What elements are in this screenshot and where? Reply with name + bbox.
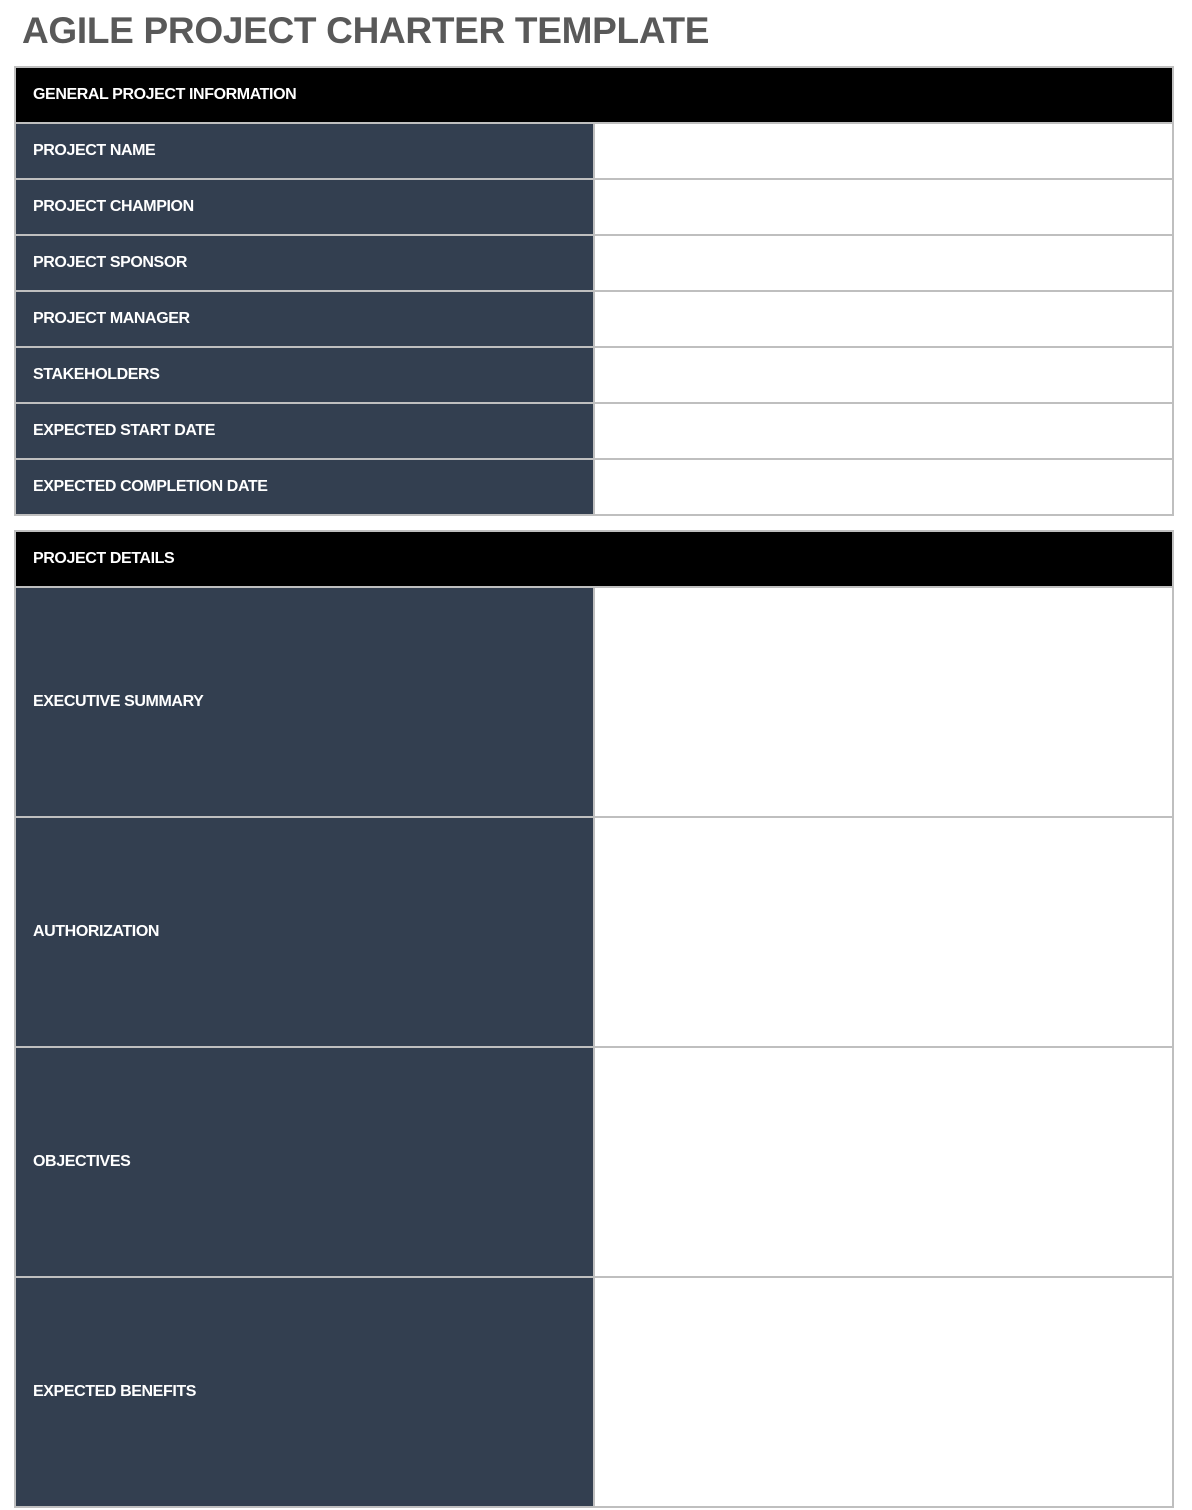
table-row (15, 587, 1173, 817)
table-row (15, 459, 1173, 515)
executive-summary-label: EXECUTIVE SUMMARY (15, 587, 594, 817)
project-sponsor-field[interactable] (594, 235, 1173, 291)
table-row (15, 123, 1173, 179)
table-row (15, 1277, 1173, 1507)
expected-benefits-label: EXPECTED BENEFITS (15, 1277, 594, 1507)
project-champion-label: PROJECT CHAMPION (15, 179, 594, 235)
page-title: AGILE PROJECT CHARTER TEMPLATE (22, 10, 710, 51)
expected-benefits-field[interactable] (594, 1277, 1173, 1507)
table-row (15, 403, 1173, 459)
objectives-field[interactable] (594, 1047, 1173, 1277)
executive-summary-field[interactable] (594, 587, 1173, 817)
table-row (15, 291, 1173, 347)
project-name-label: PROJECT NAME (15, 123, 594, 179)
expected-start-date-field[interactable] (594, 403, 1173, 459)
table-row (15, 179, 1173, 235)
stakeholders-label: STAKEHOLDERS (15, 347, 594, 403)
objectives-label: OBJECTIVES (15, 1047, 594, 1277)
project-name-field[interactable] (594, 123, 1173, 179)
section-header-details-label: PROJECT DETAILS (15, 531, 1173, 587)
authorization-field[interactable] (594, 817, 1173, 1047)
project-details-table (14, 530, 1174, 1508)
table-row (15, 347, 1173, 403)
expected-start-date-label: EXPECTED START DATE (15, 403, 594, 459)
table-row (15, 1047, 1173, 1277)
table-row (15, 235, 1173, 291)
section-header-details (15, 531, 1173, 587)
stakeholders-field[interactable] (594, 347, 1173, 403)
general-project-information-table (14, 66, 1174, 516)
project-sponsor-label: PROJECT SPONSOR (15, 235, 594, 291)
project-manager-label: PROJECT MANAGER (15, 291, 594, 347)
section-header-general (15, 67, 1173, 123)
project-manager-field[interactable] (594, 291, 1173, 347)
expected-completion-date-field[interactable] (594, 459, 1173, 515)
expected-completion-date-label: EXPECTED COMPLETION DATE (15, 459, 594, 515)
table-row (15, 817, 1173, 1047)
section-header-general-label: GENERAL PROJECT INFORMATION (15, 67, 1173, 123)
project-champion-field[interactable] (594, 179, 1173, 235)
authorization-label: AUTHORIZATION (15, 817, 594, 1047)
